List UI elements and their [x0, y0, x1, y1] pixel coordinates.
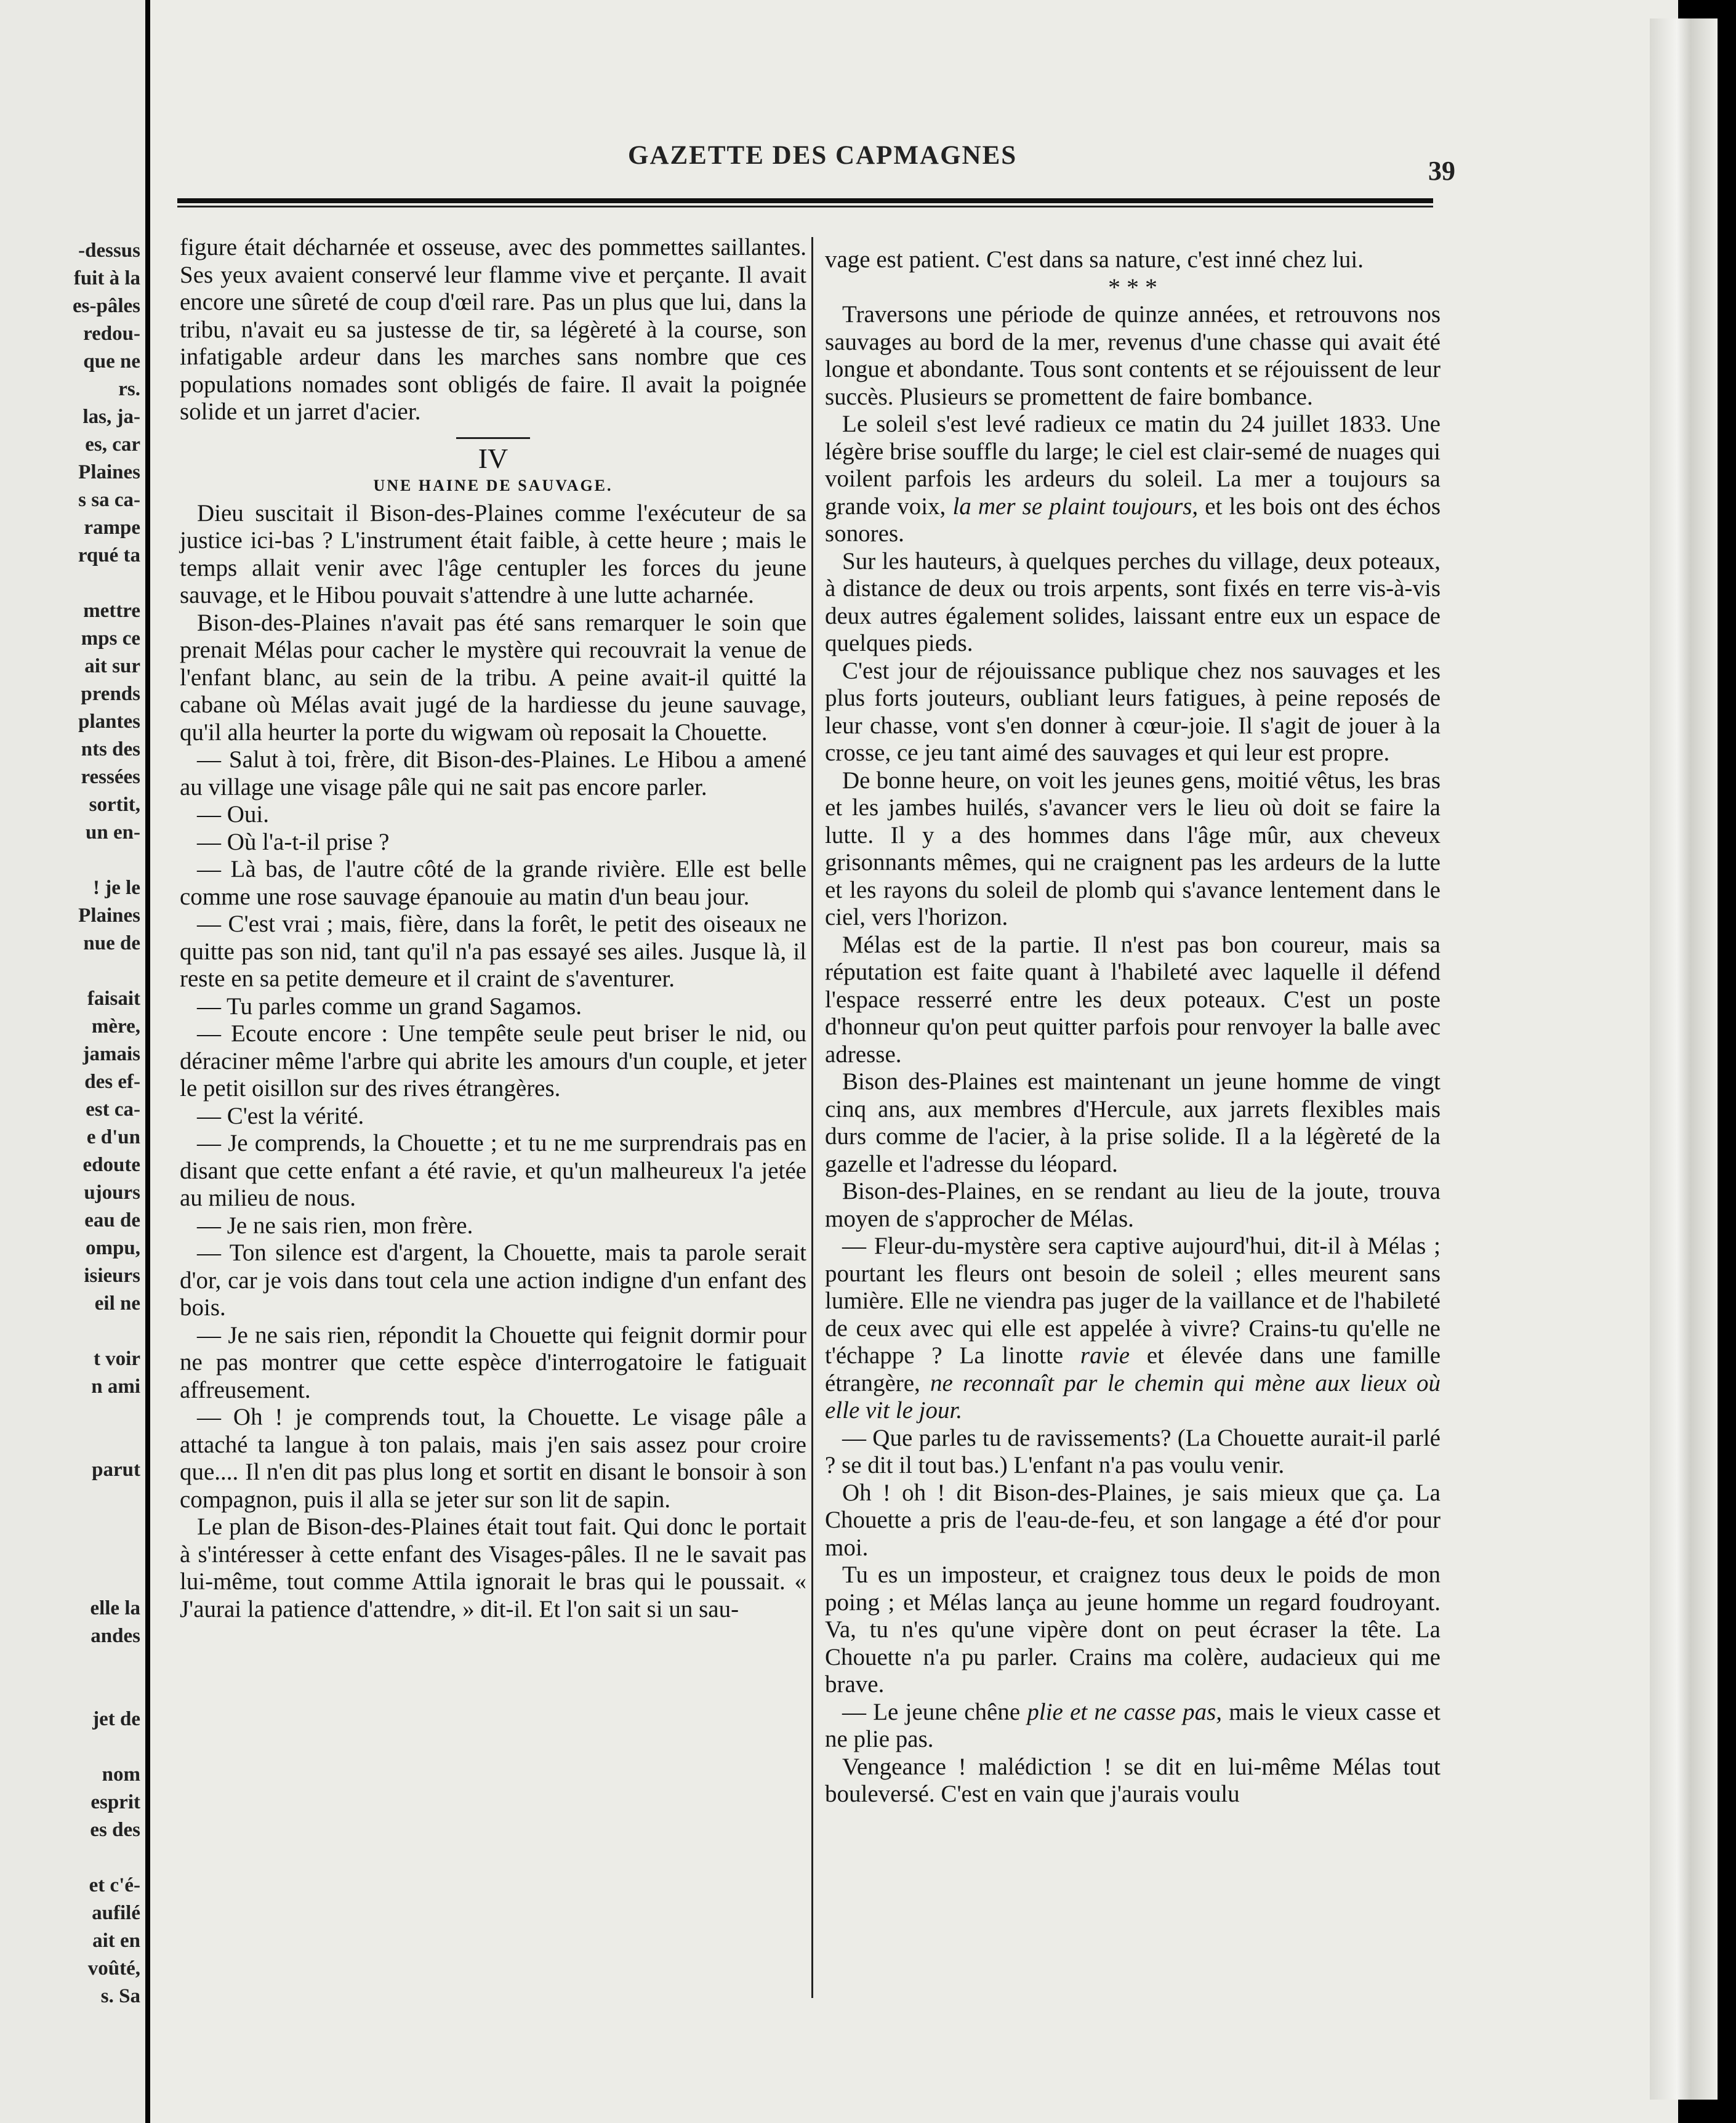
stub-text-fragment: s. Sa	[100, 1985, 140, 2007]
paragraph: Dieu suscitait il Bison-des-Plaines comme l'exécuteur de sa justice ici-bas ? L'instrument était faible, à cette heure ; mais le temps allait venir avec l'âge centupler les forces du jeune sauvage, et le Hibou pouvait s'attendre à une lutte acharnée.	[180, 499, 806, 608]
stub-text-fragment: las, ja-	[82, 406, 140, 428]
stub-text-fragment: aufilé	[92, 1902, 140, 1924]
stub-text-fragment: redou-	[83, 323, 140, 345]
paragraph: C'est jour de réjouissance publique chez nos sauvages et les plus forts jouteurs, oubliant leurs fatigues, à peine reposés de leur chasse, vont s'en donner à cœur-joie. Il s'agit de jouer à la crosse, ce jeu tant aimé des sauvages et qui leur est propre.	[825, 657, 1441, 766]
stub-text-fragment: edoute	[82, 1154, 140, 1176]
stub-text-fragment: fuit à la	[73, 267, 140, 289]
paragraph: Vengeance ! malédiction ! se dit en lui-même Mélas tout bouleversé. C'est en vain que j'aurais voulu	[825, 1753, 1441, 1807]
stub-text-fragment: jamais	[82, 1043, 140, 1065]
stub-text-fragment: mps ce	[81, 627, 140, 650]
paragraph: — Je ne sais rien, mon frère.	[197, 1212, 473, 1239]
stub-text-fragment: nts des	[81, 738, 140, 760]
italic-run: ne reconnaît par le chemin qui mène aux lieux où elle vit le jour.	[825, 1369, 1441, 1424]
paragraph: — C'est la vérité.	[197, 1102, 364, 1129]
paragraph: — C'est vrai ; mais, fière, dans la forêt, le petit des oiseaux ne quitte pas son nid, tant qu'il n'a pas essayé ses ailes. Jusque là, il reste en sa petite demeure et il craint de s'aventurer.	[180, 911, 806, 992]
stub-text-fragment: un en-	[86, 821, 140, 844]
paragraph: — Où l'a-t-il prise ?	[197, 828, 390, 855]
stub-text-fragment: n ami	[91, 1376, 140, 1398]
paragraph: — Je ne sais rien, répondit la Chouette qui feignit dormir pour ne pas montrer que cette espèce d'interrogatoire le fatiguait affreusement.	[180, 1321, 806, 1403]
paragraph: Oh ! oh ! dit Bison-des-Plaines, je sais mieux que ça. La Chouette a pris de l'eau-de-feu, et son langage a été d'or pour moi.	[825, 1479, 1441, 1561]
paragraph: Bison des-Plaines est maintenant un jeune homme de vingt cinq ans, aux membres d'Hercule, aux jarrets flexibles mais durs comme de l'acier, à la prise solide. Il a la légèreté de la gazelle et l'adresse du léopard.	[825, 1068, 1441, 1177]
stub-text-fragment: ait sur	[84, 655, 140, 677]
stub-text-fragment: plantes	[78, 711, 140, 733]
paragraph: — Là bas, de l'autre côté de la grande rivière. Elle est belle comme une rose sauvage épanouie au matin d'un beau jour.	[180, 856, 806, 910]
paragraph: — Que parles tu de ravissements? (La Chouette aurait-il parlé ? se dit il tout bas.) L'enfant n'a pas voulu venir.	[825, 1424, 1441, 1478]
paragraph: — Je comprends, la Chouette ; et tu ne me surprendrais pas en disant que cette enfant a été ravie, et qu'un malheureux l'a jetée au milieu de nous.	[180, 1130, 806, 1211]
masthead-title: GAZETTE DES CAPMAGNES	[628, 141, 1018, 170]
chapter-title: UNE HAINE DE SAUVAGE.	[373, 477, 613, 494]
header-rule-thin	[177, 206, 1433, 207]
paragraph: Sur les hauteurs, à quelques perches du village, deux poteaux, à distance de deux ou trois arpents, sont fixés en terre vis-à-vis deux autres également solides, laissant entre eux un espace de quelques pieds.	[825, 547, 1441, 656]
text-run: et élevée dans une famille étrangère,	[825, 1342, 1441, 1396]
paragraph: Bison-des-Plaines n'avait pas été sans remarquer le soin que prenait Mélas pour cacher le mystère qui recouvrait la venue de l'enfant blanc, au sein de la tribu. A peine avait-il quitté la cabane où Mélas avait jugé de la hardiesse du jeune sauvage, qu'il alla heurter la porte du wigwam où reposait la Chouette.	[180, 609, 806, 746]
chapter-rule	[456, 437, 530, 439]
stub-text-fragment: rqué ta	[78, 544, 140, 566]
paragraph: Le plan de Bison-des-Plaines était tout fait. Qui donc le portait à s'intéresser à cette enfant des Visages-pâles. Il ne le savait pas lui-même, tout comme Attila ignorait le bras qui le poussait. « J'aurai la patience d'attendre, » dit-il. Et l'on sait si un sau-	[180, 1513, 806, 1622]
paragraph: — Oh ! je comprends tout, la Chouette. Le visage pâle a attaché ta langue à ton palais, mais j'en sais assez pour croire que.... Il n'en dit pas plus long et sortit en disant le bonsoir à son compagnon, puis il alla se jeter sur son lit de sapin.	[180, 1404, 806, 1513]
asterism: * * *	[1108, 273, 1157, 301]
stub-text-fragment: que ne	[83, 350, 140, 373]
paragraph: Tu es un imposteur, et craignez tous deux le poids de mon poing ; et Mélas lança au jeune homme un regard foudroyant. Va, tu n'es qu'une vipère dont on peut écraser la tête. La Chouette n'a pu parler. Crains ma colère, audacieux qui me brave.	[825, 1561, 1441, 1698]
stub-text-fragment: andes	[90, 1625, 140, 1647]
stub-text-fragment: nom	[102, 1763, 140, 1786]
left-page-stub	[0, 0, 145, 2123]
paragraph	[825, 1233, 1441, 1425]
stub-text-fragment: es, car	[85, 433, 140, 456]
stub-text-fragment: est ca-	[86, 1098, 140, 1121]
stub-text-fragment: ujours	[84, 1182, 140, 1204]
stub-text-fragment: eau de	[84, 1209, 140, 1231]
paragraph: — Ton silence est d'argent, la Chouette, mais ta parole serait d'or, car je vois dans tout cela une action indigne d'un enfant des bois.	[180, 1239, 806, 1321]
stub-text-fragment: es-pâles	[73, 295, 140, 317]
stub-text-fragment: ! je le	[93, 877, 140, 899]
stub-text-fragment: ait en	[92, 1930, 140, 1952]
stub-text-fragment: nue de	[83, 932, 140, 954]
italic-run: plie et ne casse pas,	[1027, 1698, 1223, 1725]
article-column-right	[825, 246, 1441, 1808]
paragraph	[825, 1699, 1441, 1754]
stub-text-fragment: mère,	[91, 1015, 140, 1037]
text-run: — Le jeune chêne	[842, 1698, 1021, 1725]
stub-text-fragment: jet de	[92, 1708, 140, 1730]
paragraph: — Salut à toi, frère, dit Bison-des-Plaines. Le Hibou a amené au village une visage pâle qui ne sait pas encore parler.	[180, 746, 806, 800]
stub-text-fragment: rs.	[118, 378, 140, 400]
column-separator	[811, 237, 813, 1998]
stub-text-fragment: voûté,	[87, 1957, 140, 1980]
stub-text-fragment: prends	[81, 683, 140, 705]
paragraph: figure était décharnée et osseuse, avec des pommettes saillantes. Ses yeux avaient conservé leur flamme vive et perçante. Il avait encore une sûreté de coup d'œil rare. Pas un plus que lui, dans la tribu, n'avait eu sa justesse de tir, sa légèreté à la course, son infatigable ardeur dans les marches sans nombre que ces populations nomades sont obligés de faire. Il avait la poignée solide et un jarret d'acier.	[180, 234, 806, 425]
page-number: 39	[1428, 156, 1455, 186]
stub-text-fragment: s sa ca-	[78, 489, 140, 511]
stub-text-fragment: des ef-	[84, 1071, 140, 1093]
paragraph: De bonne heure, on voit les jeunes gens, moitié vêtus, les bras et les jambes huilés, s'avancer vers le lieu où doit se faire la lutte. Il y a des hommes dans l'âge mûr, aux cheveux grisonnants mêmes, qui ne craignent pas les ardeurs de la lutte et les rayons du soleil de plomb qui s'avance lentement dans le ciel, vers l'horizon.	[825, 767, 1441, 930]
stub-text-fragment: e d'un	[86, 1126, 140, 1148]
stub-text-fragment: ressées	[81, 766, 140, 788]
stub-text-fragment: Plaines	[78, 904, 140, 927]
paragraph: — Ecoute encore : Une tempête seule peut briser le nid, ou déraciner même l'arbre qui abrite les amours d'un couple, et jeter le petit oisillon sur des rives étrangères.	[180, 1020, 806, 1102]
paragraph: Bison-des-Plaines, en se rendant au lieu de la joute, trouva moyen de s'approcher de Mélas.	[825, 1178, 1441, 1232]
stub-text-fragment: es des	[90, 1819, 140, 1841]
chapter-number: IV	[478, 442, 508, 474]
text-run: — Fleur-du-mystère sera captive aujourd'hui, dit-il à Mélas ; pourtant les fleurs ont besoin de soleil ; elles meurent sans lumière. Elle ne viendra pas juger de la vaillance et de l'habileté de ceux avec qui elle est appelée à vivre? Crains-tu qu'elle ne t'échappe ? La linotte	[825, 1233, 1441, 1369]
stub-text-fragment: sortit,	[89, 794, 140, 816]
text-run: mais le vieux casse et ne plie pas.	[825, 1698, 1441, 1752]
stub-text-fragment: eil ne	[94, 1292, 140, 1315]
text-run: Le soleil s'est levé radieux ce matin du 24 juillet 1833. Une légère brise souffle du large; le ciel est clair-semé de nuages qui voilent parfois les ardeurs du soleil. La mer a toujours sa grande voix,	[825, 411, 1441, 520]
article-column-left	[180, 234, 806, 1623]
paragraph: — Oui.	[197, 801, 269, 828]
stub-text-fragment: esprit	[90, 1791, 140, 1813]
stub-text-fragment: faisait	[87, 988, 140, 1010]
page-edge-fold	[1650, 18, 1718, 2100]
stub-text-fragment: ompu,	[86, 1237, 140, 1259]
paragraph: vage est patient. C'est dans sa nature, c'est inné chez lui.	[825, 246, 1364, 273]
italic-run: ravie	[1080, 1342, 1130, 1369]
stub-text-fragment: -dessus	[78, 240, 140, 262]
text-run: et les bois ont des échos sonores.	[825, 493, 1441, 547]
stub-text-fragment: Plaines	[78, 461, 140, 483]
paragraph: Traversons une période de quinze années, et retrouvons nos sauvages au bord de la mer, revenus d'une chasse qui avait été longue et abondante. Tous sont contents et se réjouissent de leur succès. Plusieurs se promettent de faire bombance.	[825, 301, 1441, 410]
stub-text-fragment: isieurs	[84, 1265, 140, 1287]
header-rule	[177, 198, 1433, 203]
paragraph: — Tu parles comme un grand Sagamos.	[197, 993, 582, 1020]
stub-text-fragment: elle la	[90, 1597, 140, 1619]
paragraph: Mélas est de la partie. Il n'est pas bon coureur, mais sa réputation est faite quant à l'habileté avec laquelle il défend l'espace resserré entre les deux poteaux. C'est un poste d'honneur qu'on peut quitter parfois pour renvoyer la balle avec adresse.	[825, 931, 1441, 1068]
stub-text-fragment: t voir	[93, 1348, 140, 1370]
stub-text-fragment: et c'é-	[89, 1874, 140, 1896]
stub-text-fragment: rampe	[84, 517, 140, 539]
stub-text-fragment: mettre	[83, 600, 140, 622]
stub-text-fragment: parut	[92, 1459, 140, 1481]
italic-run: la mer se plaint toujours,	[952, 493, 1199, 520]
paragraph	[825, 411, 1441, 548]
